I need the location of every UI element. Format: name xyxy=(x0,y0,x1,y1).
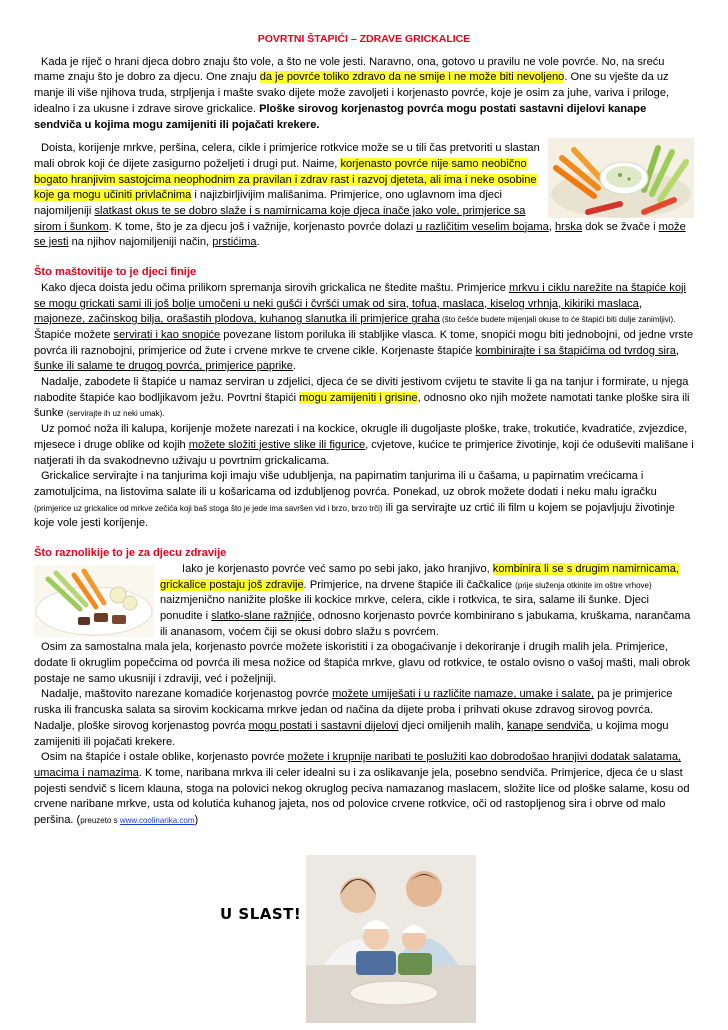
bold-text: Ploške sirovog korjenastog povrća mogu postati sastavni dijelovi kanape sendviča u kojima mogu zamijeniti ili pojačati krekere. xyxy=(34,102,647,131)
text: . xyxy=(256,236,260,249)
underlined-text: slatkast okus te se dobro slaže i s namirnicama koje djeca inače jako vole, primjerice sa sirom i šunkom xyxy=(34,205,526,233)
vegetables-plate-image xyxy=(34,565,154,637)
section1-paragraph-4 xyxy=(34,469,694,532)
text: djeci omiljenih malih, xyxy=(398,719,507,732)
underlined-text: mogu postati i sastavni dijelovi xyxy=(248,719,399,732)
text: i najizbirljivijim mališanima. Primjerice, ono uglavnom ima djeci najomiljeniji xyxy=(34,189,502,218)
closing-text: U SLAST! xyxy=(220,905,302,923)
underlined-text: servirati i kao snopiće xyxy=(113,328,221,341)
underlined-text: mrkvu i ciklu narežite na štapiće koji se mogu grickati sami ili još bolje umočeni u neki gušći i čvršći umak od sira, tofua, maslaca, kiselog vrhnja, kikiriki maslaca, majoneze, začinskog bilja, orašastih plodova, kuhanog slanutka ili primjerice graha xyxy=(34,281,686,326)
text: , odnosno oko njih možete namotati tanke ploške sira ili šunke xyxy=(34,391,690,420)
underlined-text: možete umiješati i u različite namaze, umake i salate, xyxy=(332,688,595,701)
text: . xyxy=(292,360,297,373)
text: Uz pomoć noža ili kalupa, korijenje možete narezati i na kockice, okrugle ili dugoljaste ploške, trake, trokutiće, kvadratiće, zvjezdice, mjesece i druge oblike od kojih xyxy=(34,423,688,451)
text: , xyxy=(548,220,556,233)
text: povezane listom poriluka ili stabljike vlasca. K tome, snopići mogu biti jednobojni, od jedne vrste povrća ili raznobojni, primjerice od žute i crvene mrkve te crvene cikle. Korjenaste štapiće xyxy=(34,328,694,357)
text: Kada je riječ o hrani djeca dobro znaju što vole, a što ne vole jesti. Naravno, ona, gotovo u pravilu ne vole povrće. No, na sreću mame znaju što je dobro za djecu. One znaju xyxy=(34,55,665,84)
highlight: korjenasto povrće nije samo neobično bogato hranjivim sastojcima neophodnim za pravilan i zdrav rast i razvoj djeteta, ali ima i neke osobine koje ga mogu učiniti privlačnima xyxy=(34,157,537,202)
text: , u kojima mogu zamijeniti ili pojačati krekere. xyxy=(34,719,669,748)
small-note: (što češće budete mijenjali okuse to će štapići biti dulje zanimljivi). xyxy=(439,315,676,325)
family-cooking-image xyxy=(306,855,476,1023)
underlined-text: može se jesti xyxy=(34,220,686,249)
text: , cvjetove, kućice te primjerice životinje, koji će oduševiti mališane i natjerati ih da svakodnevno uživaju u povrtnim grickalicama. xyxy=(34,438,694,467)
underlined-text: kombinirajte i sa štapićima od tvrdog sira, šunke ili salame te drugog povrća, primjerice paprike xyxy=(34,344,679,373)
small-note: (servirajte ih uz neki umak). xyxy=(66,409,165,419)
underlined-text: u različitim veselim bojama xyxy=(416,220,549,233)
section1-paragraph-3 xyxy=(34,422,694,469)
intro-paragraph xyxy=(34,55,694,134)
text: ) xyxy=(194,814,199,827)
text: pa je primjerice ruska ili francuska salata sa sirovim kockicama mrkve jedan od načina da dijete proba i prihvati okuse zdravog sirovog povrća. Nadalje, ploške sirovog korjenastog povrća xyxy=(34,688,673,732)
text: . K tome, naribana mrkva ili celer idealni su i za oslikavanje jela, posebno sendviča. Primjerice, djeca će u slast pojesti sendvič s licem klauna, stoga na polovici nekog okruglog peciva namazanog maslacem, složite lice od ploške salame, kosu od crvene naribane mrkve, usta od kolutića kuhanog jajeta, nos od polovice crvene rotkvice, oči od rastopljenog sira i obrve od malo peršina. ( xyxy=(34,766,690,827)
text: Osim za samostalna mala jela, korjenasto povrće možete iskoristiti i za obogaćivanje i dekoriranje i drugih malih jela. Primjerice, dodate li okruglim popečcima od povrća ili mesa nožice od štapića mrkve, glavu od rotkvice, te ostalo ovisno o vašoj mašti, mali obrok postaje ne samo ukusniji i zdraviji, već i poželjniji. xyxy=(34,641,691,685)
underlined-text: možete i krupnije naribati te poslužiti kao dobrodošao hranjivi dodatak salatama, umacima i namazima xyxy=(34,751,682,779)
highlight: mogu zamijeniti i grisine xyxy=(299,391,418,404)
text: Iako je korjenasto povrće već samo po sebi jako, jako hranjivo, xyxy=(182,562,493,575)
text: na njihov najomiljeniji način, xyxy=(68,236,213,249)
section1-paragraph-1 xyxy=(34,281,694,375)
section2-paragraph-4 xyxy=(34,750,694,829)
vegetable-dip-image xyxy=(548,138,694,218)
underlined-text: možete složiti jestive slike ili figurice xyxy=(188,438,366,451)
text: Osim na štapiće i ostale oblike, korjenasto povrće xyxy=(41,751,288,764)
text: Štapiće možete xyxy=(34,328,114,341)
highlight: da je povrće toliko zdravo da ne smije i ne može biti nevoljeno xyxy=(259,71,565,84)
text: naizmjenično nanižite ploške ili kockice mrkve, celera, cikle i rotkvica, te sira, salame ili šunke. Djeci ponudite i xyxy=(160,594,649,622)
document-body xyxy=(34,32,694,829)
text: ili ga servirajte uz crtić ili film u kojem se pojavljuju životinje koje vole jesti korijenje. xyxy=(34,501,675,530)
small-note: (primjerice uz grickalice od mrkve zečića koji baš stoga što je jede ima savršen vid i brzo, brzo trči) xyxy=(34,503,383,513)
text: . K tome, što je za djecu još i važnije, korjenasto povrće dolazi xyxy=(108,220,417,233)
text: dok se žvače i xyxy=(582,220,659,233)
section2-paragraph-2 xyxy=(34,640,694,687)
small-note: preuzeto s xyxy=(80,816,120,826)
text: odnosno korjenasto povrće kombinirano s jabukama, kruškama, narančama ili ananasom, voćem čiji se okusi dobro slažu s povrćem. xyxy=(160,609,691,638)
underlined-text: hrska xyxy=(555,220,583,233)
underlined-text: kanape sendviča xyxy=(506,719,591,732)
section-heading: Što raznolikije to je za djecu zdravije xyxy=(34,547,227,560)
text: Nadalje, maštovito narezane komadiće korjenastog povrće xyxy=(41,688,333,701)
text: . Primjerice, na drvene štapiće ili čačkalice xyxy=(303,578,516,591)
text: Grickalice servirajte i na tanjurima koji imaju više udubljenja, na papirnatim tanjurima ili u čašama, u papirnatim vrećicama i zamotuljcima, na listovima salate ili u košaricama od izdubljenog povrća. Ponekad, uz obrok možete dodati i neku malu igračku xyxy=(34,470,657,498)
text: Nadalje, zabodete li štapiće u namaz serviran u zdjelici, djeca će se diviti jestivom cvijetu te stavite li ga na tanjur i formirate, u njega nabodite štapiće kao bodljikavom ježu. Povrtni štapići xyxy=(34,376,689,404)
underlined-text: slatko-slane ražnjiće, xyxy=(211,609,315,622)
text: . One su vješte da uz manje ili više njihova truda, strpljenja i mašte svako dijete može zavoljeti i korjenasto povrće, koje je osim za juhe, variva i priloge, idealno i za ukusne i zdrave sirove grickalice. xyxy=(34,71,670,115)
closing-section xyxy=(34,855,694,1025)
highlight: kombinira li se s drugim namirnicama, grickalice postaju još zdravije xyxy=(160,562,679,591)
underlined-text: prstićima xyxy=(212,236,257,249)
text: Kako djeca doista jedu očima prilikom spremanja sirovih grickalica ne štedite maštu. Primjerice xyxy=(41,281,509,294)
document-title: POVRTNI ŠTAPIĆI – ZDRAVE GRICKALICE xyxy=(257,33,471,45)
source-link[interactable]: www.coolinarika.com xyxy=(119,816,195,826)
section2-paragraph-3 xyxy=(34,687,694,750)
section1-paragraph-2 xyxy=(34,375,694,422)
section-heading: Što maštovitije to je djeci finije xyxy=(34,266,197,279)
text: Doista, korijenje mrkve, peršina, celera, cikle i primjerice rotkvice može se u tili čas pretvoriti u slastan mali obrok koji će dijete zasigurno poželjeti i drugi put. Naime, xyxy=(34,142,540,170)
small-note: (prije služenja otkinite im oštre vrhove) xyxy=(515,580,652,590)
